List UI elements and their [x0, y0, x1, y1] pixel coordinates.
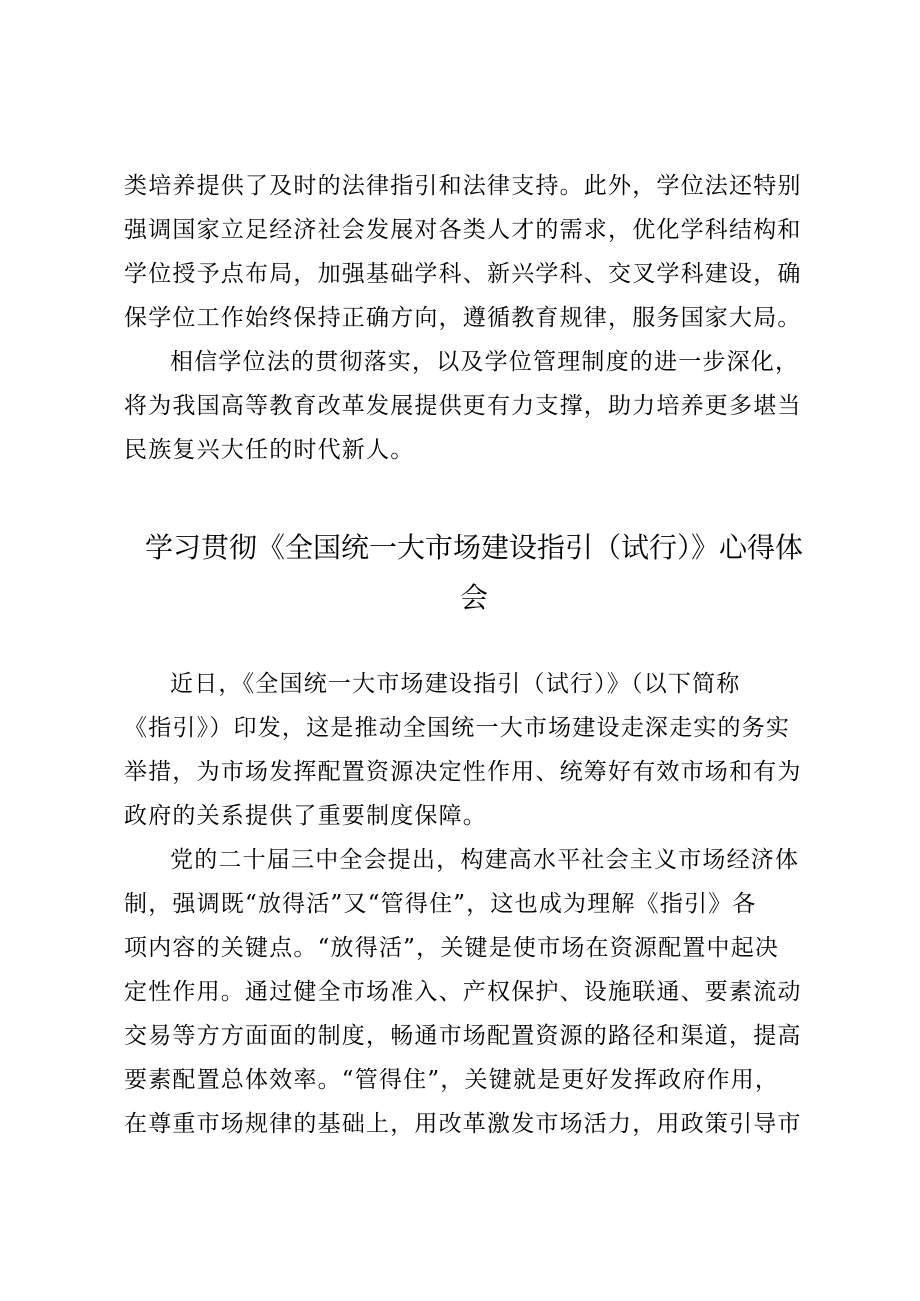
previous-article-ending	[124, 164, 824, 472]
text-line: 政府的关系提供了重要制度保障。	[124, 803, 487, 829]
text-line: 举措，为市场发挥配置资源决定性作用、统筹好有效市场和有为	[124, 759, 802, 785]
article-title-line-1: 学习贯彻《全国统一大市场建设指引（试行）》心得体	[144, 531, 803, 564]
text-line: 制，强调既“放得活”又“管得住”，这也成为理解《指引》各	[124, 891, 757, 917]
text-line: 《指引》）印发，这是推动全国统一大市场建设走深走实的务实	[124, 715, 791, 741]
article-title	[124, 523, 824, 623]
text-line: 民族复兴大任的时代新人。	[124, 437, 415, 463]
text-line: 学位授予点布局，加强基础学科、新兴学科、交叉学科建设，确	[124, 261, 802, 287]
text-line: 将为我国高等教育改革发展提供更有力支撑，助力培养更多堪当	[124, 393, 802, 419]
text-line: 定性作用。通过健全市场准入、产权保护、设施联通、要素流动	[124, 979, 802, 1005]
text-line: 要素配置总体效率。“管得住”，关键就是更好发挥政府作用，	[124, 1067, 780, 1093]
paragraph-start-line: 相信学位法的贯彻落实，以及学位管理制度的进一步深化，	[170, 349, 800, 375]
paragraph-start-line: 党的二十届三中全会提出，构建高水平社会主义市场经济体	[170, 847, 800, 873]
article-body	[124, 662, 824, 1146]
text-line: 类培养提供了及时的法律指引和法律支持。此外，学位法还特别	[124, 173, 802, 199]
text-line: 交易等方方面面的制度，畅通市场配置资源的路径和渠道，提高	[124, 1023, 802, 1049]
text-line: 在尊重市场规律的基础上，用改革激发市场活力，用政策引导市	[124, 1111, 802, 1137]
article-title-line-2: 会	[459, 581, 488, 614]
paragraph-start-line: 近日，《全国统一大市场建设指引（试行）》（以下简称	[170, 671, 741, 697]
text-line: 项内容的关键点。“放得活”，关键是使市场在资源配置中起决	[124, 935, 780, 961]
text-line: 保学位工作始终保持正确方向，遵循教育规律，服务国家大局。	[124, 305, 802, 331]
text-line: 强调国家立足经济社会发展对各类人才的需求，优化学科结构和	[124, 217, 802, 243]
